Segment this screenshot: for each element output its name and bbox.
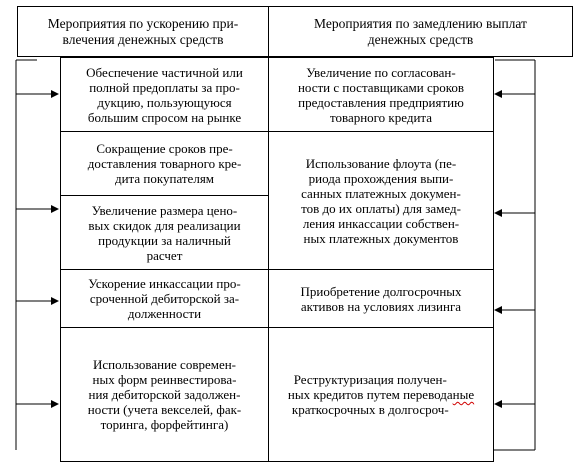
right-item-2: Использование флоута (пе- риода прохождения выпи- санных платежных докумен- тов до их оплаты) для замед- ления инкассации собствен- ных платежных документов [268, 131, 494, 270]
header-left: Мероприятия по ускорению при- влечения денежных средств [17, 6, 269, 57]
left-item-4: Ускорение инкассации про- сроченной дебиторской за- долженности [60, 269, 269, 328]
left-item-2: Сокращение сроков пре- доставления товарного кре- дита покупателям [60, 131, 269, 196]
right-item-4: Реструктуризация получен- ных кредитов путем перевода краткосрочных в долгосроч- ные [268, 327, 494, 462]
left-item-3: Увеличение размера цено- вых скидок для реализации продукции за наличный расчет [60, 195, 269, 270]
left-item-1: Обеспечение частичной или полной предоплаты за про- дукцию, пользующуюся большим спросом на рынке [60, 57, 269, 132]
right-item-3: Приобретение долгосрочных активов на условиях лизинга [268, 269, 494, 328]
header-right: Мероприятия по замедлению выплат денежных средств [268, 6, 573, 57]
spellcheck-word: ные [452, 387, 475, 402]
left-item-5: Использование современ- ных форм реинвестирова- ния дебиторской задолжен- ности (учета векселей, фак- торинга, форфейтинга) [60, 327, 269, 462]
right-item-1: Увеличение по согласован- ности с поставщиками сроков предоставления предприятию товарного кредита [268, 57, 494, 132]
